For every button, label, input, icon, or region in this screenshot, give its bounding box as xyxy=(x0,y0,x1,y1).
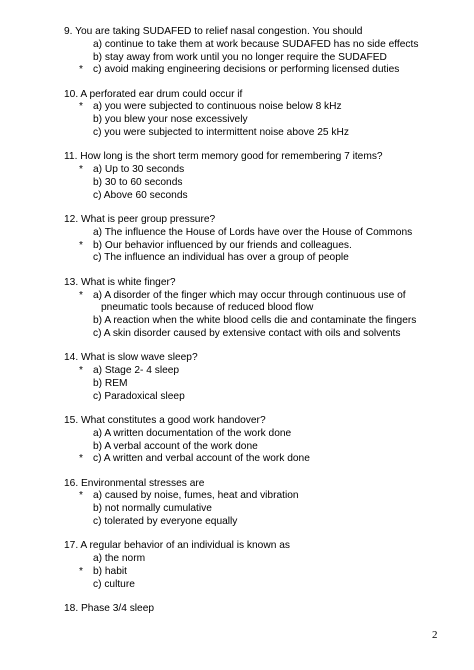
answer-option-text: c) avoid making engineering decisions or performing licensed duties xyxy=(93,64,400,76)
question-text: 11. How long is the short term memory good for remembering 7 items? xyxy=(64,151,383,163)
answer-option xyxy=(0,101,474,114)
answer-option xyxy=(0,441,474,454)
answer-option xyxy=(0,315,474,328)
answer-option-text: a) caused by noise, fumes, heat and vibration xyxy=(93,490,299,502)
answer-option-text: a) continue to take them at work because SUDAFED has no side effects xyxy=(93,38,419,50)
answer-option-text: c) tolerated by everyone equally xyxy=(93,516,238,527)
answer-option-text: a) Stage 2- 4 sleep xyxy=(93,365,180,377)
correct-answer-marker: * xyxy=(79,565,83,577)
answer-option xyxy=(0,453,474,466)
answer-option-text: c) you were subjected to intermittent noise above 25 kHz xyxy=(93,127,349,139)
answer-option xyxy=(0,490,474,503)
answer-option-text: c) A skin disorder caused by extensive contact with oils and solvents xyxy=(93,327,401,339)
answer-option xyxy=(0,516,474,529)
question-16 xyxy=(0,478,474,529)
question-text: 15. What constitutes a good work handover? xyxy=(64,414,266,426)
answer-option xyxy=(0,114,474,127)
answer-option-text: b) habit xyxy=(93,565,127,577)
answer-option-text: a) The influence the House of Lords have over the House of Commons xyxy=(93,226,413,238)
question-text: 17. A regular behavior of an individual is known as xyxy=(64,540,290,552)
answer-option xyxy=(0,177,474,190)
correct-answer-marker: * xyxy=(79,453,83,465)
answer-option xyxy=(0,503,474,516)
answer-option-text: c) A written and verbal account of the work done xyxy=(93,453,310,465)
answer-option xyxy=(0,240,474,253)
answer-option-text: b) REM xyxy=(93,377,128,389)
answer-option xyxy=(0,428,474,441)
answer-option xyxy=(0,52,474,65)
answer-option-text: a) A written documentation of the work done xyxy=(93,427,292,439)
answer-option-text: a) the norm xyxy=(93,553,146,565)
correct-answer-marker: * xyxy=(79,365,83,377)
answer-option xyxy=(0,391,474,404)
correct-answer-marker: * xyxy=(79,239,83,251)
answer-option-text: b) A verbal account of the work done xyxy=(93,440,258,452)
correct-answer-marker: * xyxy=(79,490,83,502)
correct-answer-marker: * xyxy=(79,64,83,76)
answer-option-text: b) Our behavior influenced by our friends and colleagues. xyxy=(93,239,352,251)
question-10 xyxy=(0,89,474,140)
answer-option-text: c) Above 60 seconds xyxy=(93,189,188,201)
answer-option-text: b) not normally cumulative xyxy=(93,503,212,515)
question-12 xyxy=(0,214,474,265)
page-number: 2 xyxy=(432,629,438,641)
answer-option xyxy=(0,553,474,566)
correct-answer-marker: * xyxy=(79,289,83,301)
answer-option xyxy=(0,39,474,52)
answer-option-text: b) stay away from work until you no longer require the SUDAFED xyxy=(93,51,387,63)
question-13 xyxy=(0,277,474,341)
answer-option xyxy=(0,378,474,391)
answer-option-text: a) you were subjected to continuous noise below 8 kHz xyxy=(93,101,342,113)
correct-answer-marker: * xyxy=(79,101,83,113)
question-text: 10. A perforated ear drum could occur if xyxy=(64,88,243,100)
question-17 xyxy=(0,540,474,591)
answer-option-text: c) The influence an individual has over a group of people xyxy=(93,252,349,264)
question-text: 13. What is white finger? xyxy=(64,276,176,288)
question-list xyxy=(0,26,474,627)
answer-option xyxy=(0,579,474,592)
answer-option xyxy=(0,127,474,140)
answer-option-text: a) Up to 30 seconds xyxy=(93,164,185,176)
question-9 xyxy=(0,26,474,77)
answer-option-text: b) you blew your nose excessively xyxy=(93,114,248,126)
question-14 xyxy=(0,352,474,403)
answer-option-text: c) Paradoxical sleep xyxy=(93,390,185,402)
question-15 xyxy=(0,415,474,466)
answer-option xyxy=(0,227,474,240)
question-text: 12. What is peer group pressure? xyxy=(64,214,216,226)
answer-option-text: c) culture xyxy=(93,578,135,590)
question-text: 18. Phase 3/4 sleep xyxy=(64,602,155,614)
answer-option xyxy=(0,164,474,177)
answer-option xyxy=(0,252,474,265)
answer-option xyxy=(0,290,474,316)
correct-answer-marker: * xyxy=(79,164,83,176)
question-11 xyxy=(0,151,474,202)
question-18 xyxy=(0,603,474,616)
question-text: 9. You are taking SUDAFED to relief nasal congestion. You should xyxy=(64,26,363,37)
answer-option-text: a) A disorder of the finger which may occur through continuous use of pneumatic tools because of reduced blood flow xyxy=(93,289,406,314)
answer-option xyxy=(0,64,474,77)
question-text: 16. Environmental stresses are xyxy=(64,477,205,489)
answer-option-text: b) A reaction when the white blood cells die and contaminate the fingers xyxy=(93,315,417,327)
answer-option xyxy=(0,328,474,341)
answer-option-text: b) 30 to 60 seconds xyxy=(93,176,183,188)
answer-option xyxy=(0,190,474,203)
question-text: 14. What is slow wave sleep? xyxy=(64,352,198,364)
answer-option xyxy=(0,365,474,378)
answer-option xyxy=(0,566,474,579)
